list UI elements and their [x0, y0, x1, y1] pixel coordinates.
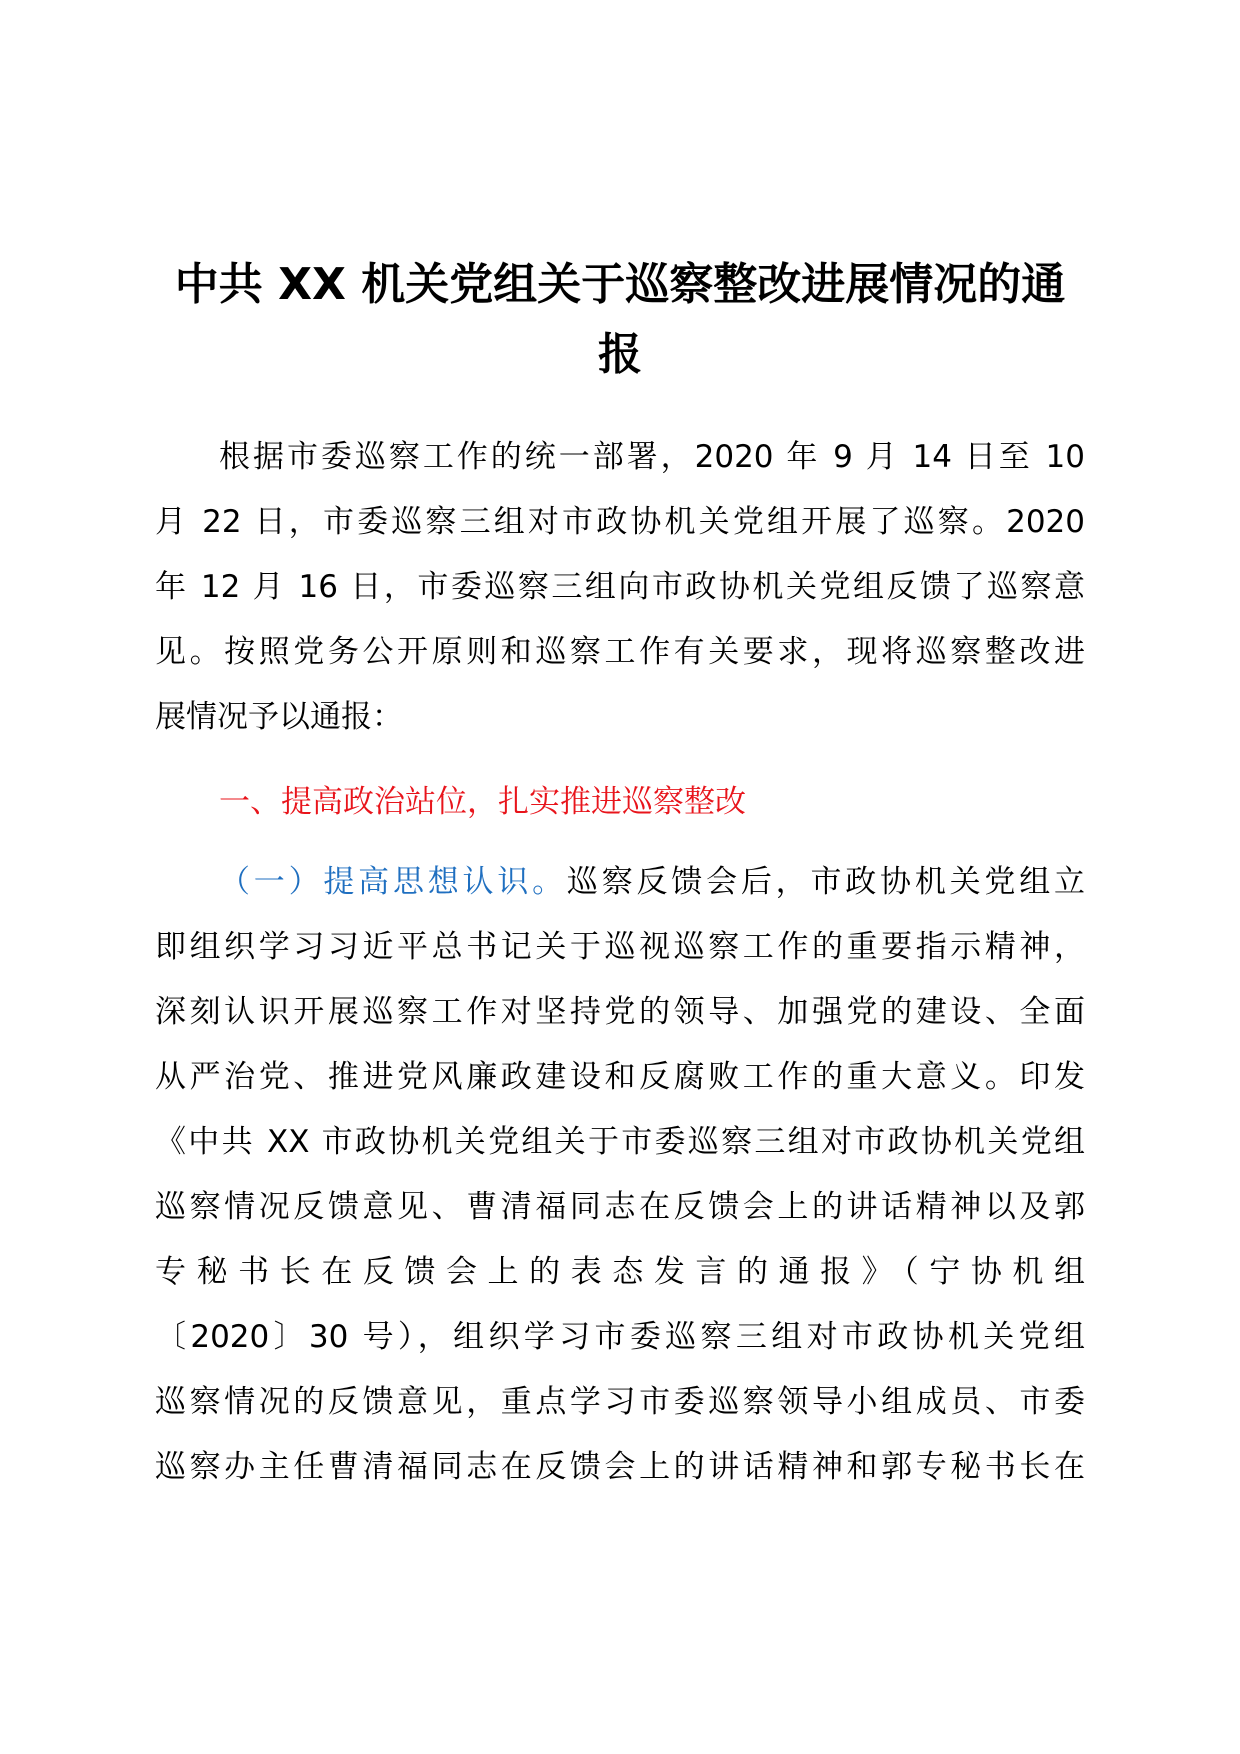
section-paragraph: [155, 850, 1085, 1500]
document-title: [155, 250, 1085, 390]
intro-paragraph: [155, 425, 1085, 750]
paragraph-line: 〔2020〕30 号），组织学习市委巡察三组对市政协机关党组: [155, 1319, 1085, 1355]
sub-heading: （一）提高思想认识。: [219, 864, 567, 900]
paragraph-line: 即组织学习习近平总书记关于巡视巡察工作的重要指示精神，: [155, 929, 1085, 965]
paragraph-line: 从严治党、推进党风廉政建设和反腐败工作的重大意义。印发: [155, 1059, 1085, 1095]
paragraph-line: 巡察情况反馈意见、曹清福同志在反馈会上的讲话精神以及郭: [155, 1189, 1085, 1225]
paragraph-line: 专秘书长在反馈会上的表态发言的通报》（宁协机组: [155, 1254, 1085, 1290]
paragraph-line: 根据市委巡察工作的统一部署，2020 年 9 月 14 日至 10: [219, 439, 1085, 475]
paragraph-line: 巡察情况的反馈意见，重点学习市委巡察领导小组成员、市委: [155, 1384, 1085, 1420]
paragraph-line: 月 22 日，市委巡察三组对市政协机关党组开展了巡察。2020: [155, 504, 1085, 540]
title-line: 中共 XX 机关党组关于巡察整改进展情况的通: [174, 259, 1066, 310]
paragraph-line: 年 12 月 16 日，市委巡察三组向市政协机关党组反馈了巡察意: [155, 569, 1085, 605]
paragraph-line: 展情况予以通报：: [155, 699, 403, 735]
paragraph-line: 见。按照党务公开原则和巡察工作有关要求，现将巡察整改进: [155, 634, 1085, 670]
section-heading: 一、提高政治站位，扎实推进巡察整改: [219, 784, 746, 820]
paragraph-line: 深刻认识开展巡察工作对坚持党的领导、加强党的建设、全面: [155, 994, 1085, 1030]
paragraph-first-line: [155, 850, 1085, 915]
paragraph-line: 巡察办主任曹清福同志在反馈会上的讲话精神和郭专秘书长在: [155, 1449, 1085, 1485]
title-line: 报: [598, 329, 642, 380]
paragraph-text: 巡察反馈会后，市政协机关党组立: [566, 864, 1086, 900]
paragraph-line: 《中共 XX 市政协机关党组关于市委巡察三组对市政协机关党组: [155, 1124, 1085, 1160]
